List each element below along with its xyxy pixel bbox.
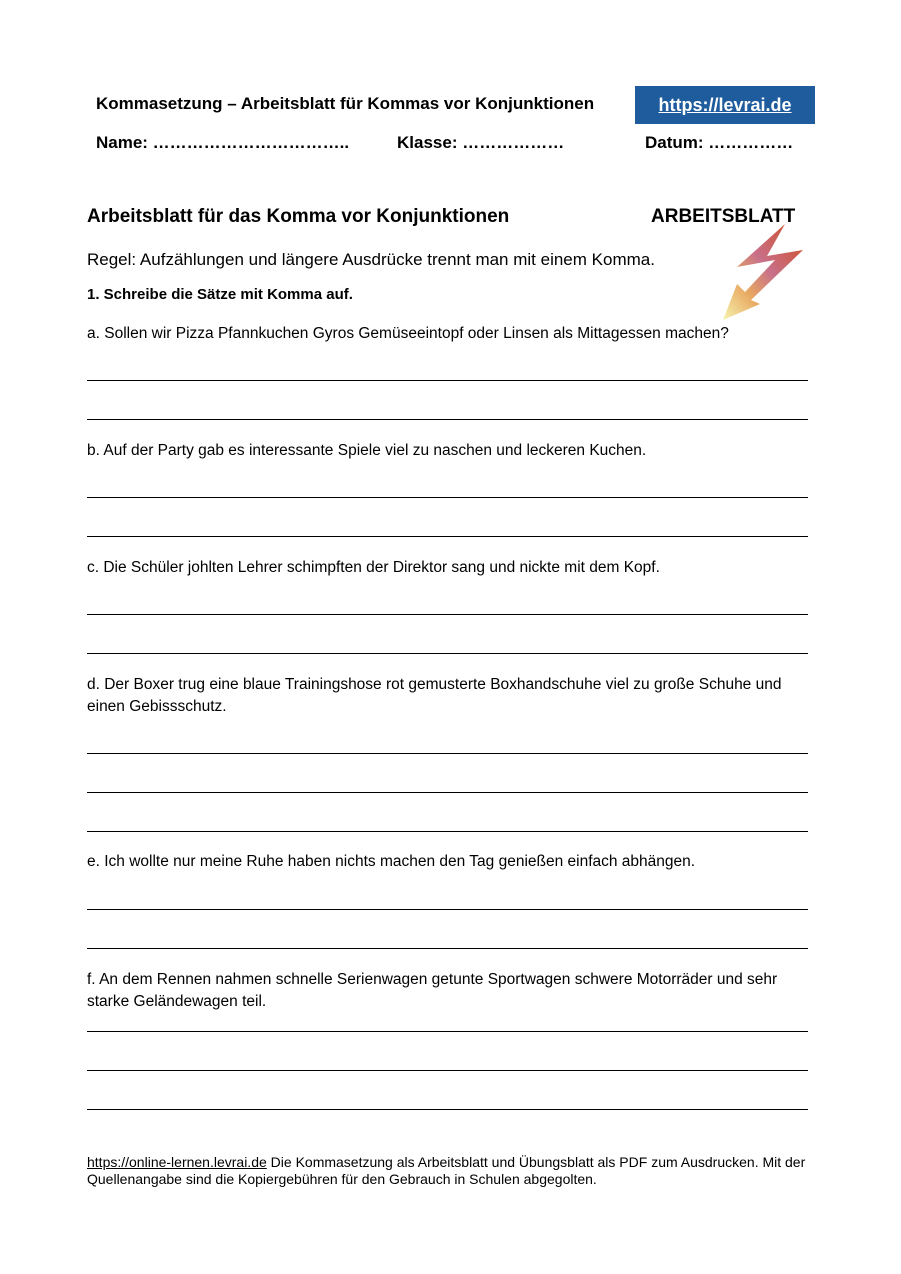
worksheet-heading: Arbeitsblatt für das Komma vor Konjunktionen [87,206,510,227]
answer-line[interactable] [87,536,808,537]
name-field: Name: …………………………….. [96,133,350,152]
question-c: c. Die Schüler johlten Lehrer schimpften der Direktor sang und nickte mit dem Kopf. [87,559,660,576]
header-title: Kommasetzung – Arbeitsblatt für Kommas vor Konjunktionen [96,94,595,113]
task-instruction: 1. Schreibe die Sätze mit Komma auf. [87,286,353,303]
class-field: Klasse: ……………… [397,133,565,152]
question-b: b. Auf der Party gab es interessante Spiele viel zu naschen und leckeren Kuchen. [87,442,647,459]
rule-text: Regel: Aufzählungen und längere Ausdrücke trennt man mit einem Komma. [87,250,655,269]
question-f: f. An dem Rennen nahmen schnelle Serienwagen getunte Sportwagen schwere Motorräder und sehr starke Geländewagen teil. [87,971,778,1010]
answer-line[interactable] [87,1070,808,1071]
footer-link[interactable]: https://online-lernen.levrai.de [87,1154,267,1170]
answer-line[interactable] [87,948,808,949]
answer-line[interactable] [87,380,808,381]
date-field: Datum: …………… [645,133,794,152]
worksheet-tag: ARBEITSBLATT [651,206,796,227]
answer-line[interactable] [87,831,808,832]
answer-line[interactable] [87,909,808,910]
lightning-bolt-icon [715,222,805,322]
answer-line[interactable] [87,1031,808,1032]
site-link[interactable]: https://levrai.de [658,94,792,115]
answer-line[interactable] [87,1109,808,1110]
question-a: a. Sollen wir Pizza Pfannkuchen Gyros Gemüseeintopf oder Linsen als Mittagessen machen? [87,325,729,342]
question-d: d. Der Boxer trug eine blaue Trainingshose rot gemusterte Boxhandschuhe viel zu große Schuhe und einen Gebissschutz. [87,676,782,715]
answer-line[interactable] [87,419,808,420]
footer [87,1154,822,1188]
answer-line[interactable] [87,653,808,654]
footer-text: Die Kommasetzung als Arbeitsblatt und Übungsblatt als PDF zum Ausdrucken. Mit der Quellenangabe sind die Kopiergebühren für den Gebrauch in Schulen abgegolten. [87,1154,806,1187]
answer-line[interactable] [87,614,808,615]
answer-line[interactable] [87,753,808,754]
site-link-box[interactable] [635,86,815,124]
answer-line[interactable] [87,497,808,498]
question-e: e. Ich wollte nur meine Ruhe haben nichts machen den Tag genießen einfach abhängen. [87,853,696,870]
answer-line[interactable] [87,792,808,793]
